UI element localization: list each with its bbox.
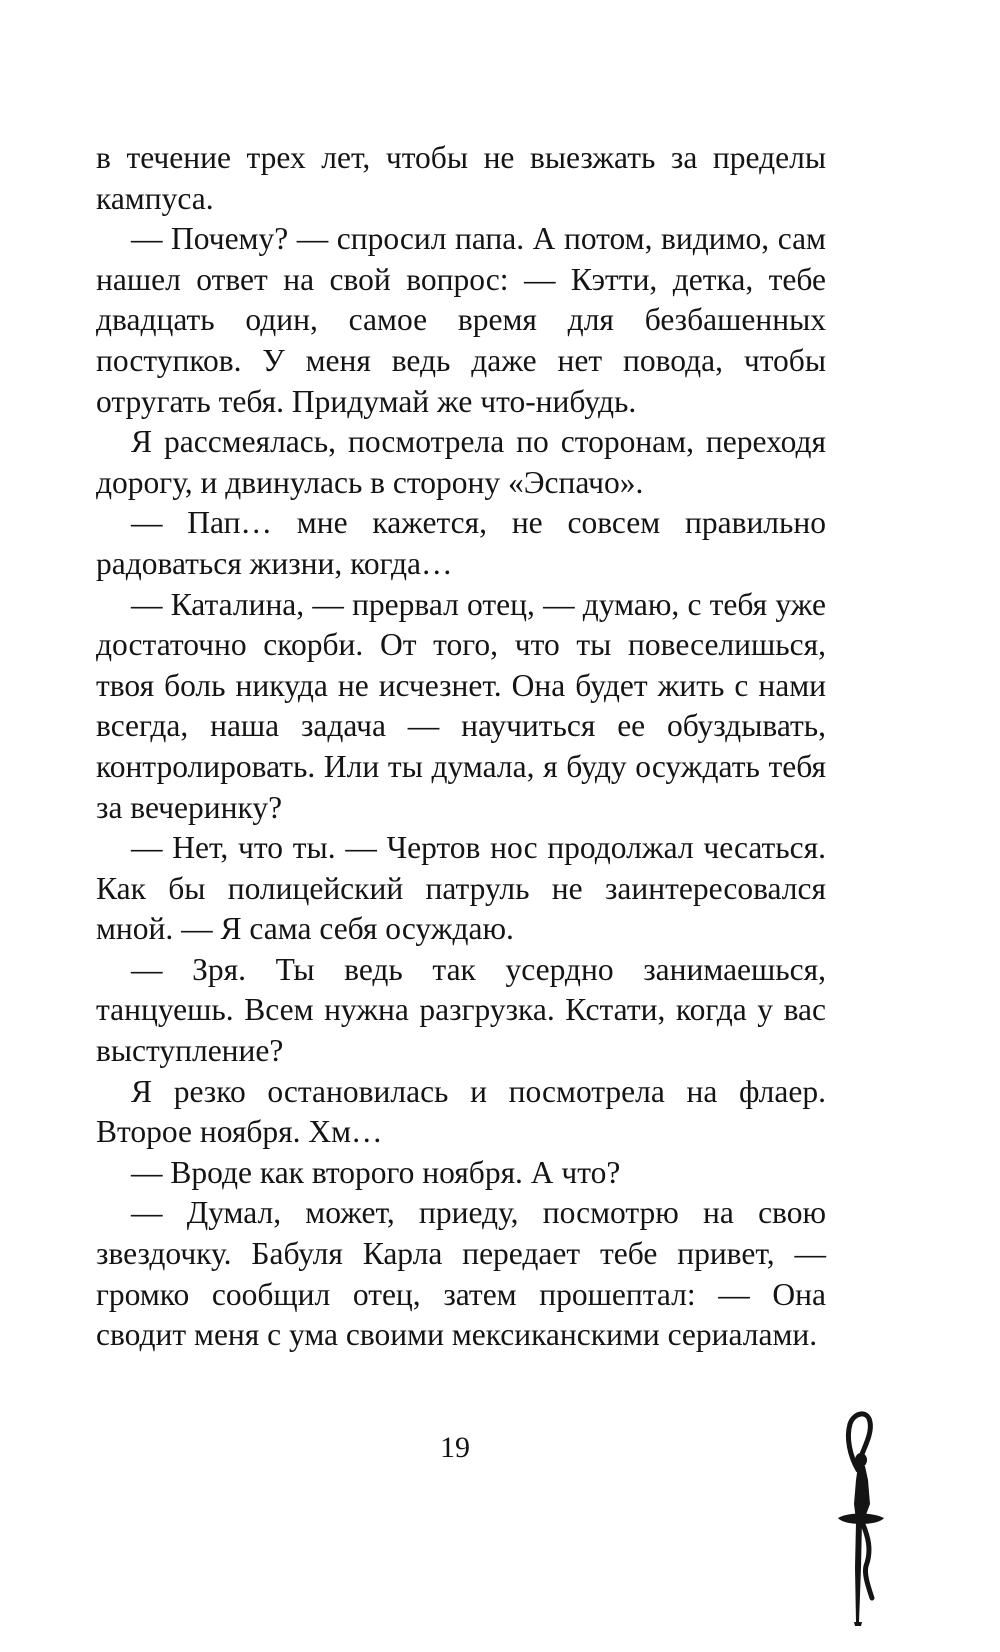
paragraph: — Зря. Ты ведь так усердно занимаешься, танцуешь. Всем нужна разгрузка. Кстати, когда у вас выступление? bbox=[96, 951, 826, 1069]
paragraph: — Почему? — спросил папа. А потом, видимо, сам нашел ответ на свой вопрос: — Кэтти, детка, тебе двадцать один, самое время для безбашенных поступков. У меня ведь даже нет повода, чтобы отругать тебя. Придумай же что-нибудь. bbox=[96, 221, 826, 419]
paragraph: в течение трех лет, чтобы не выезжать за пределы кампуса. bbox=[96, 140, 826, 216]
paragraph: Я резко остановилась и посмотрела на флаер. Второе ноября. Хм… bbox=[96, 1073, 826, 1150]
paragraph: — Думал, может, приеду, посмотрю на свою звездочку. Бабуля Карла передает тебе привет, — громко сообщил отец, затем прошептал: — Она сводит меня с ума своими мексиканскими сериалами. bbox=[96, 1195, 826, 1353]
ballerina-icon bbox=[828, 1408, 892, 1628]
paragraph: Я рассмеялась, посмотрела по сторонам, переходя дорогу, и двинулась в сторону «Эспачо». bbox=[96, 424, 826, 500]
paragraph: — Пап… мне кажется, не совсем правильно радоваться жизни, когда… bbox=[96, 505, 826, 581]
page-number: 19 bbox=[440, 1431, 470, 1464]
paragraph: — Вроде как второго ноября. А что? bbox=[131, 1154, 621, 1190]
body-text bbox=[96, 138, 826, 1356]
paragraph: — Нет, что ты. — Чертов нос продолжал чесаться. Как бы полицейский патруль не заинтересовался мной. — Я сама себя осуждаю. bbox=[96, 830, 826, 947]
paragraph: — Каталина, — прервал отец, — думаю, с тебя уже достаточно скорби. От того, что ты повеселишься, твоя боль никуда не исчезнет. Она будет жить с нами всегда, наша задача — научиться ее обуздывать, контролировать. Или ты думала, я буду осуждать тебя за вечеринку? bbox=[96, 586, 826, 825]
